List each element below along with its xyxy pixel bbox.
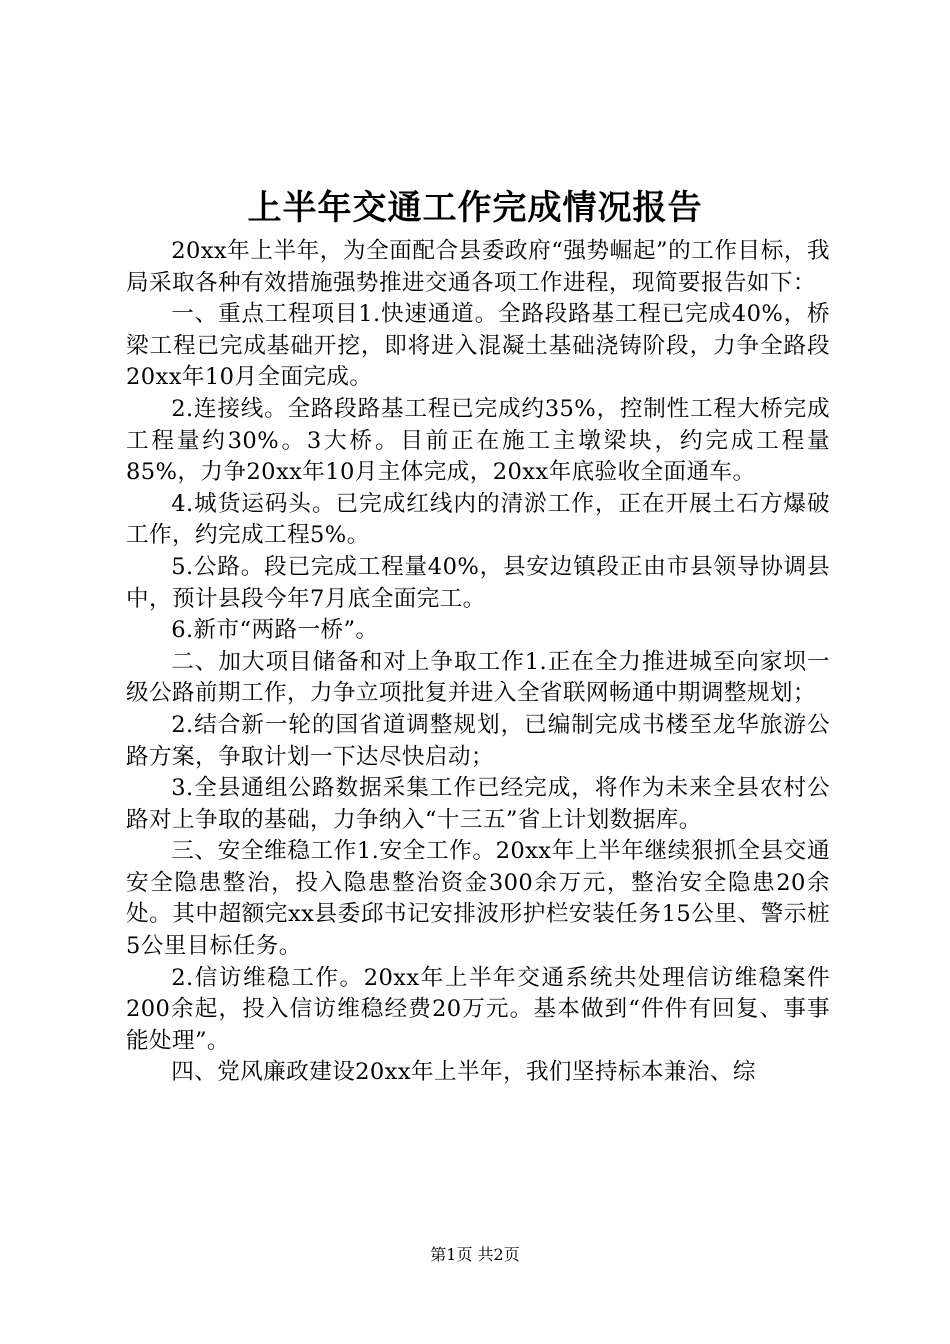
paragraph-project-reserve: 二、加大项目储备和对上争取工作1.正在全力推进城至向家坝一级公路前期工作，力争立项批复并进入全省联网畅通中期调整规划； (126, 648, 830, 707)
paragraph-intro: 20xx年上半年，为全面配合县委政府“强势崛起”的工作目标，我局采取各种有效措施强势推进交通各项工作进程，现简要报告如下： (126, 238, 830, 296)
paragraph-key-projects: 一、重点工程项目1.快速通道。全路段路基工程已完成40%，桥梁工程已完成基础开挖，即将进入混凝土基础浇铸阶段，力争全路段20xx年10月全面完成。 (126, 301, 830, 391)
paragraph-new-city: 6.新市“两路一桥”。 (171, 617, 379, 644)
page-number-footer: 第1页 共2页 (430, 1245, 520, 1264)
paragraph-party-conduct: 四、党风廉政建设20xx年上半年，我们坚持标本兼治、综 (171, 1059, 756, 1086)
document-body (126, 236, 830, 1089)
paragraph-connecting-line: 2.连接线。全路段路基工程已完成约35%，控制性工程大桥完成工程量约30%。3大桥。目前正在施工主墩梁块，约完成工程量85%，力争20xx年10月主体完成，20xx年底验收全面通车。 (126, 395, 830, 486)
paragraph-data-collection: 3.全县通组公路数据采集工作已经完成，将作为未来全县农村公路对上争取的基础，力争纳入“十三五”省上计划数据库。 (126, 775, 830, 833)
paragraph-petition: 2.信访维稳工作。20xx年上半年交通系统共处理信访维稳案件200余起，投入信访维稳经费20万元。基本做到“件件有回复、事事能处理”。 (126, 964, 830, 1054)
paragraph-freight-terminal: 4.城货运码头。已完成红线内的清淤工作，正在开展土石方爆破工作，约完成工程5%。 (126, 490, 830, 549)
paragraph-road-planning: 2.结合新一轮的国省道调整规划，已编制完成书楼至龙华旅游公路方案，争取计划一下达尽快启动； (126, 711, 830, 770)
paragraph-highway: 5.公路。段已完成工程量40%，县安边镇段正由市县领导协调县中，预计县段今年7月底全面完工。 (126, 553, 830, 612)
document-title: 上半年交通工作完成情况报告 (247, 188, 703, 228)
paragraph-safety: 三、安全维稳工作1.安全工作。20xx年上半年继续狠抓全县交通安全隐患整治，投入隐患整治资金300余万元，整治安全隐患20余处。其中超额完xx县委邱书记安排波形护栏安装任务15公里、警示桩5公里目标任务。 (126, 838, 830, 960)
